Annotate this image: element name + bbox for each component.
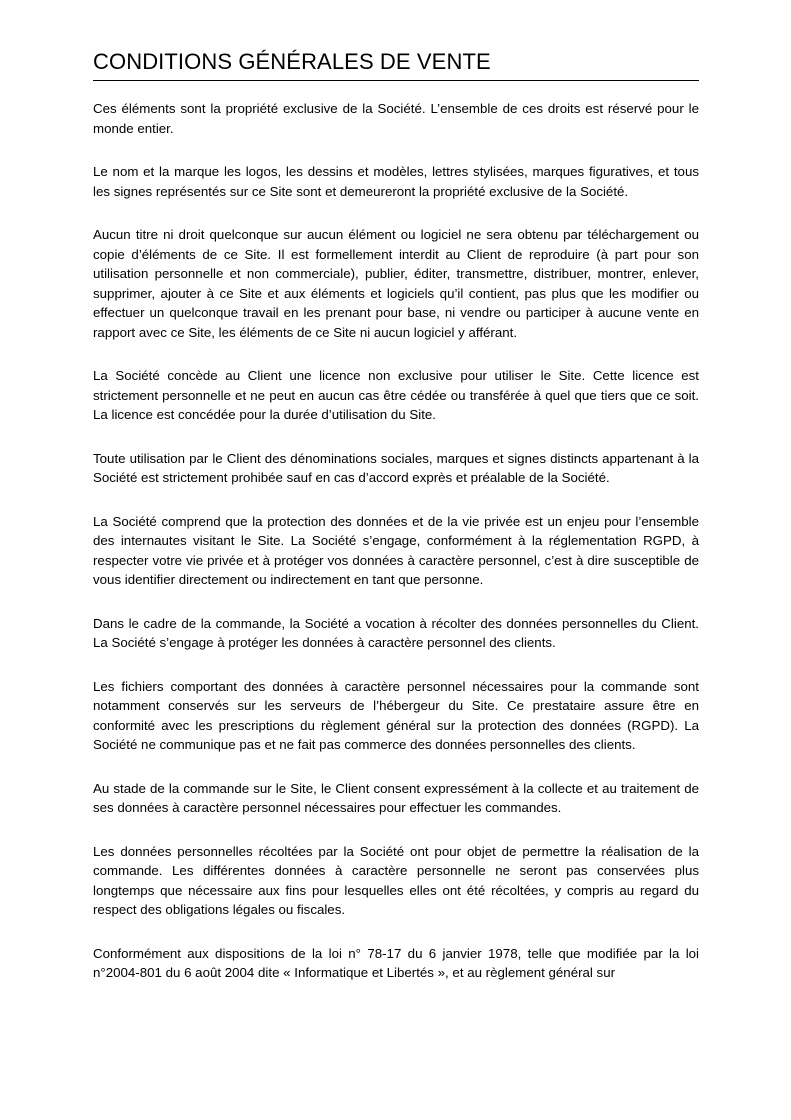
paragraph: Conformément aux dispositions de la loi n° 78-17 du 6 janvier 1978, telle que modifiée par la loi n°2004-801 du 6 août 2004 dite « Informatique et Libertés », et au règlement général sur (93, 945, 699, 980)
paragraph: Aucun titre ni droit quelconque sur aucun élément ou logiciel ne sera obtenu par téléchargement ou copie d’éléments de ce Site. Il est formellement interdit au Client de reproduire (à part pour son utilisation personnelle et non commerciale), publier, éditer, transmettre, distribuer, montrer, enlever, supprimer, ajouter à ce Site et aux éléments et logiciels qu’il contient, pas plus que les modifier ou effectuer un quelconque travail en les prenant pour base, ni vendre ou participer à aucune vente en rapport avec ce Site, les éléments de ce Site ni aucun logiciel y afférant. (93, 227, 699, 340)
paragraph: La Société comprend que la protection des données et de la vie privée est un enjeu pour l’ensemble des internautes visitant le Site. La Société s’engage, conformément à la réglementation RGPD, à respecter votre vie privée et à protéger vos données à caractère personnel, c’est à dire susceptible de vous identifier directement ou indirectement en tant que personne. (93, 513, 699, 587)
paragraph: Toute utilisation par le Client des dénominations sociales, marques et signes distincts appartenant à la Société est strictement prohibée sauf en cas d’accord exprès et préalable de la Société. (93, 450, 699, 485)
paragraph: Dans le cadre de la commande, la Société a vocation à récolter des données personnelles du Client. La Société s’engage à protéger les données à caractère personnel des clients. (93, 615, 699, 650)
paragraph: Ces éléments sont la propriété exclusive de la Société. L’ensemble de ces droits est réservé pour le monde entier. (93, 101, 699, 136)
document-header (93, 46, 699, 81)
paragraph: Le nom et la marque les logos, les dessins et modèles, lettres stylisées, marques figuratives, et tous les signes représentés sur ce Site sont et demeureront la propriété exclusive de la Société. (93, 164, 699, 199)
document-body (93, 99, 699, 1007)
document-title: CONDITIONS GÉNÉRALES DE VENTE (93, 49, 491, 74)
paragraph: La Société concède au Client une licence non exclusive pour utiliser le Site. Cette licence est strictement personnelle et ne peut en aucun cas être cédée ou transférée à quel que tiers que ce soit. La licence est concédée pour la durée d’utilisation du Site. (93, 368, 699, 422)
paragraph: Au stade de la commande sur le Site, le Client consent expressément à la collecte et au traitement de ses données à caractère personnel nécessaires pour effectuer les commandes. (93, 780, 699, 815)
paragraph: Les données personnelles récoltées par la Société ont pour objet de permettre la réalisation de la commande. Les différentes données à caractère personnelle ne seront pas conservées plus longtemps que nécessaire aux fins pour lesquelles elles ont été récoltées, y compris au regard du respect des obligations légales ou fiscales. (93, 843, 699, 917)
paragraph: Les fichiers comportant des données à caractère personnel nécessaires pour la commande sont notamment conservés sur les serveurs de l’hébergeur du Site. Ce prestataire assure être en conformité avec les prescriptions du règlement général sur la protection des données (RGPD). La Société ne communique pas et ne fait pas commerce des données personnelles des clients. (93, 678, 699, 752)
